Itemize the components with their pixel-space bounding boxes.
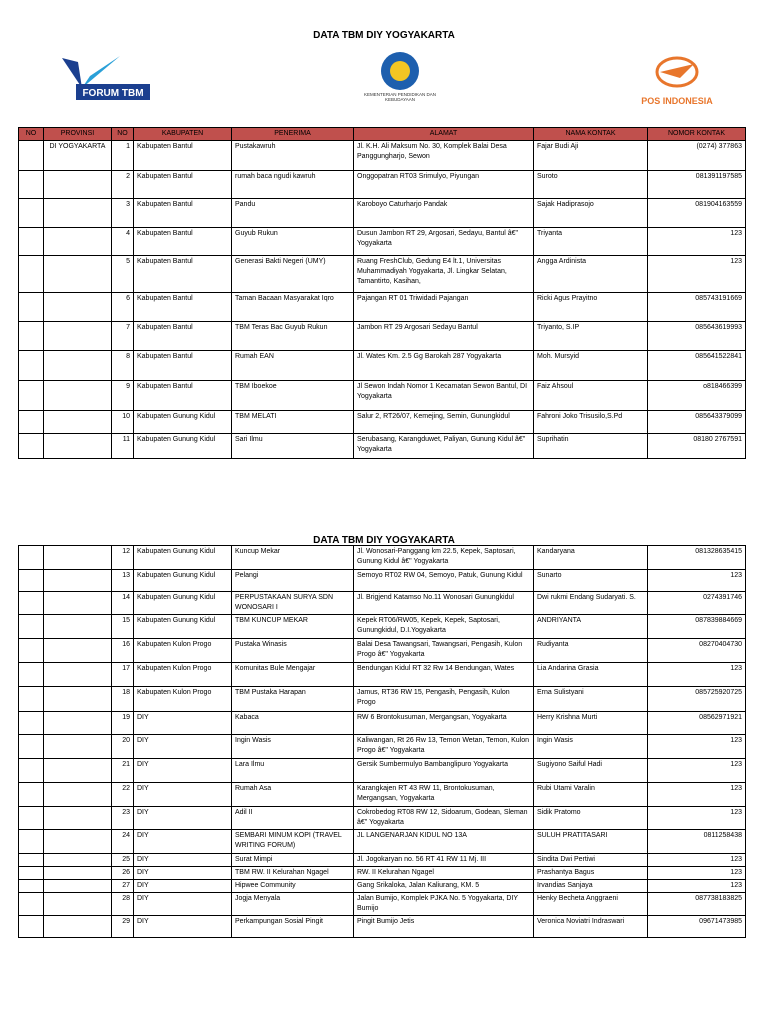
table-row (19, 322, 746, 351)
cell-provinsi (44, 916, 112, 938)
cell-no-outer (19, 880, 44, 893)
cell-kabupaten: Kabupaten Kulon Progo (134, 687, 232, 712)
cell-nomor-kontak: 123 (648, 570, 746, 592)
cell-kabupaten: Kabupaten Bantul (134, 199, 232, 228)
cell-penerima: Pustaka Winasis (232, 639, 354, 663)
cell-alamat: Jl. Brigjend Katamso No.11 Wonosari Gunungkidul (354, 592, 534, 615)
cell-no-outer (19, 639, 44, 663)
cell-nama-kontak: Sajak Hadiprasojo (534, 199, 648, 228)
cell-provinsi (44, 867, 112, 880)
cell-no: 22 (112, 783, 134, 807)
cell-alamat: Jl Sewon Indah Nomor 1 Kecamatan Sewon Bantul, DI Yogyakarta (354, 381, 534, 411)
table-row (19, 256, 746, 293)
cell-kabupaten: Kabupaten Bantul (134, 381, 232, 411)
cell-no-outer (19, 141, 44, 171)
table-row (19, 916, 746, 938)
cell-nama-kontak: ANDRIYANTA (534, 615, 648, 639)
cell-alamat: Semoyo RT02 RW 04, Semoyo, Patuk, Gunung Kidul (354, 570, 534, 592)
col-kabupaten: KABUPATEN (134, 128, 232, 141)
table-row (19, 411, 746, 434)
cell-nama-kontak: Veronica Noviatri Indraswari (534, 916, 648, 938)
cell-no: 28 (112, 893, 134, 916)
cell-provinsi (44, 735, 112, 759)
col-nomor-kontak: NOMOR KONTAK (648, 128, 746, 141)
cell-no: 4 (112, 228, 134, 256)
cell-no-outer (19, 256, 44, 293)
cell-nama-kontak: Irvandias Sanjaya (534, 880, 648, 893)
cell-no-outer (19, 735, 44, 759)
cell-nomor-kontak: 08562971921 (648, 712, 746, 735)
cell-kabupaten: Kabupaten Bantul (134, 322, 232, 351)
table-row (19, 141, 746, 171)
cell-alamat: Salur 2, RT26/07, Kemejing, Semin, Gunungkidul (354, 411, 534, 434)
cell-nama-kontak: Sunarto (534, 570, 648, 592)
cell-provinsi (44, 293, 112, 322)
table-row (19, 854, 746, 867)
cell-penerima: Lara Ilmu (232, 759, 354, 783)
cell-kabupaten: DIY (134, 807, 232, 830)
cell-penerima: Sari Ilmu (232, 434, 354, 459)
cell-no: 14 (112, 592, 134, 615)
cell-nomor-kontak: 085643619993 (648, 322, 746, 351)
cell-kabupaten: Kabupaten Bantul (134, 141, 232, 171)
cell-provinsi (44, 199, 112, 228)
cell-nomor-kontak: 085641522841 (648, 351, 746, 381)
cell-nomor-kontak: 123 (648, 880, 746, 893)
cell-nomor-kontak: 085643379099 (648, 411, 746, 434)
cell-kabupaten: DIY (134, 916, 232, 938)
cell-nomor-kontak: 0274391746 (648, 592, 746, 615)
cell-penerima: SEMBARI MINUM KOPI (TRAVEL WRITING FORUM) (232, 830, 354, 854)
table-row (19, 893, 746, 916)
cell-kabupaten: DIY (134, 867, 232, 880)
table-row (19, 615, 746, 639)
table-row (19, 639, 746, 663)
cell-alamat: RW 6 Brontokusuman, Mergangsan, Yogyakarta (354, 712, 534, 735)
cell-penerima: Adil II (232, 807, 354, 830)
cell-no: 21 (112, 759, 134, 783)
cell-nama-kontak: Sidik Pratomo (534, 807, 648, 830)
cell-nama-kontak: Sindita Dwi Pertiwi (534, 854, 648, 867)
cell-provinsi (44, 615, 112, 639)
cell-no: 11 (112, 434, 134, 459)
table-header-row (19, 128, 746, 141)
cell-alamat: Karoboyo Caturharjo Pandak (354, 199, 534, 228)
cell-provinsi (44, 322, 112, 351)
cell-no: 10 (112, 411, 134, 434)
cell-penerima: Ingin Wasis (232, 735, 354, 759)
cell-alamat: Dusun Jambon RT 29, Argosari, Sedayu, Bantul â€" Yogyakarta (354, 228, 534, 256)
cell-provinsi (44, 854, 112, 867)
cell-no: 23 (112, 807, 134, 830)
cell-kabupaten: Kabupaten Gunung Kidul (134, 570, 232, 592)
cell-penerima: PERPUSTAKAAN SURYA SDN WONOSARI I (232, 592, 354, 615)
cell-kabupaten: DIY (134, 712, 232, 735)
cell-no: 8 (112, 351, 134, 381)
cell-no: 13 (112, 570, 134, 592)
cell-nomor-kontak: 087839884669 (648, 615, 746, 639)
tut-wuri-seal-icon (381, 52, 419, 90)
cell-alamat: Jl. K.H. Ali Maksum No. 30, Komplek Balai Desa Panggungharjo, Sewon (354, 141, 534, 171)
cell-nama-kontak: Angga Ardinista (534, 256, 648, 293)
cell-kabupaten: Kabupaten Bantul (134, 256, 232, 293)
cell-penerima: Surat Mimpi (232, 854, 354, 867)
cell-nomor-kontak: 085725920725 (648, 687, 746, 712)
cell-alamat: Jl. Wonosari-Panggang km 22.5, Kepek, Saptosari, Gunung Kidul â€" Yogyakarta (354, 546, 534, 570)
cell-nama-kontak: Triyanta (534, 228, 648, 256)
cell-penerima: Pustakawruh (232, 141, 354, 171)
cell-kabupaten: DIY (134, 759, 232, 783)
table-row (19, 687, 746, 712)
cell-nama-kontak: Henky Becheta Anggraeni (534, 893, 648, 916)
pos-indonesia-logo (632, 54, 722, 110)
table-row (19, 663, 746, 687)
cell-alamat: Ruang FreshClub, Gedung E4 lt.1, Universitas Muhammadiyah Yogyakarta, Jl. Lingkar Selatan, Tamantirto, Kasihan, (354, 256, 534, 293)
cell-provinsi (44, 411, 112, 434)
cell-nama-kontak: Kandaryana (534, 546, 648, 570)
cell-no: 19 (112, 712, 134, 735)
cell-nama-kontak: Erna Sulistyani (534, 687, 648, 712)
cell-penerima: Pandu (232, 199, 354, 228)
col-no: NO (19, 128, 44, 141)
table-row (19, 592, 746, 615)
table-row (19, 434, 746, 459)
cell-kabupaten: Kabupaten Bantul (134, 351, 232, 381)
cell-nama-kontak: Fahroni Joko Trisusilo,S.Pd (534, 411, 648, 434)
cell-nomor-kontak: 081904163559 (648, 199, 746, 228)
cell-kabupaten: DIY (134, 893, 232, 916)
cell-nama-kontak: Ingin Wasis (534, 735, 648, 759)
cell-provinsi (44, 783, 112, 807)
cell-no-outer (19, 381, 44, 411)
cell-nama-kontak: Suprihatin (534, 434, 648, 459)
cell-provinsi (44, 759, 112, 783)
cell-kabupaten: Kabupaten Bantul (134, 293, 232, 322)
cell-nomor-kontak: 08180 2767591 (648, 434, 746, 459)
cell-no: 5 (112, 256, 134, 293)
cell-no-outer (19, 199, 44, 228)
table-row (19, 807, 746, 830)
cell-nama-kontak: Suroto (534, 171, 648, 199)
cell-provinsi (44, 687, 112, 712)
cell-no-outer (19, 807, 44, 830)
svg-text:FORUM TBM: FORUM TBM (82, 88, 144, 99)
cell-no: 16 (112, 639, 134, 663)
cell-no-outer (19, 615, 44, 639)
cell-nomor-kontak: 09671473985 (648, 916, 746, 938)
cell-penerima: TBM KUNCUP MEKAR (232, 615, 354, 639)
col-penerima: PENERIMA (232, 128, 354, 141)
cell-alamat: Onggopatran RT03 Srimulyo, Piyungan (354, 171, 534, 199)
cell-alamat: Cokrobedog RT08 RW 12, Sidoarum, Godean, Sleman â€" Yogyakarta (354, 807, 534, 830)
forum-tbm-logo (60, 54, 160, 110)
cell-provinsi (44, 171, 112, 199)
cell-alamat: Jl. Jogokaryan no. 56 RT 41 RW 11 Mj. III (354, 854, 534, 867)
cell-no: 27 (112, 880, 134, 893)
cell-no: 15 (112, 615, 134, 639)
cell-kabupaten: Kabupaten Kulon Progo (134, 639, 232, 663)
cell-nomor-kontak: (0274) 377863 (648, 141, 746, 171)
cell-nomor-kontak: 08270404730 (648, 639, 746, 663)
cell-penerima: Rumah EAN (232, 351, 354, 381)
cell-no-outer (19, 663, 44, 687)
cell-provinsi (44, 893, 112, 916)
cell-no-outer (19, 759, 44, 783)
cell-penerima: Generasi Bakti Negeri (UMY) (232, 256, 354, 293)
cell-nama-kontak: Moh. Mursyid (534, 351, 648, 381)
cell-no-outer (19, 351, 44, 381)
cell-no-outer (19, 893, 44, 916)
cell-nama-kontak: Lia Andarina Grasia (534, 663, 648, 687)
cell-nomor-kontak: 123 (648, 867, 746, 880)
cell-nama-kontak: Ricki Agus Prayitno (534, 293, 648, 322)
cell-provinsi (44, 228, 112, 256)
cell-no-outer (19, 830, 44, 854)
cell-alamat: Jambon RT 29 Argosari Sedayu Bantul (354, 322, 534, 351)
cell-nama-kontak: Rudiyanta (534, 639, 648, 663)
tbm-table-page-2 (18, 545, 746, 938)
cell-no: 29 (112, 916, 134, 938)
cell-nomor-kontak: 123 (648, 783, 746, 807)
cell-nomor-kontak: 081328635415 (648, 546, 746, 570)
cell-penerima: Taman Bacaan Masyarakat Iqro (232, 293, 354, 322)
table-row (19, 880, 746, 893)
cell-provinsi (44, 663, 112, 687)
cell-no-outer (19, 293, 44, 322)
page-title-1: DATA TBM DIY YOGYAKARTA (313, 30, 455, 41)
cell-no-outer (19, 171, 44, 199)
cell-provinsi (44, 546, 112, 570)
cell-no: 3 (112, 199, 134, 228)
cell-no-outer (19, 546, 44, 570)
cell-nomor-kontak: 081391197585 (648, 171, 746, 199)
cell-nama-kontak: Faiz Ahsoul (534, 381, 648, 411)
cell-kabupaten: Kabupaten Gunung Kidul (134, 411, 232, 434)
cell-provinsi (44, 570, 112, 592)
cell-provinsi (44, 256, 112, 293)
cell-penerima: Komunitas Bule Mengajar (232, 663, 354, 687)
cell-nama-kontak: Fajar Budi Aji (534, 141, 648, 171)
cell-kabupaten: Kabupaten Bantul (134, 228, 232, 256)
tbm-table-page-1 (18, 127, 746, 459)
table-row (19, 546, 746, 570)
cell-no-outer (19, 916, 44, 938)
cell-alamat: Gersik Sumbermulyo Bambanglipuro Yogyakarta (354, 759, 534, 783)
cell-penerima: TBM Iboekoe (232, 381, 354, 411)
cell-kabupaten: Kabupaten Gunung Kidul (134, 615, 232, 639)
cell-nomor-kontak: 123 (648, 228, 746, 256)
cell-alamat: Pingit Bumijo Jetis (354, 916, 534, 938)
cell-no-outer (19, 783, 44, 807)
cell-provinsi (44, 712, 112, 735)
cell-no-outer (19, 712, 44, 735)
table-row (19, 735, 746, 759)
cell-nomor-kontak: 123 (648, 256, 746, 293)
cell-nama-kontak: Sugiyono Saiful Hadi (534, 759, 648, 783)
cell-no: 20 (112, 735, 134, 759)
cell-penerima: Kabaca (232, 712, 354, 735)
cell-kabupaten: Kabupaten Gunung Kidul (134, 592, 232, 615)
cell-no-outer (19, 867, 44, 880)
table-row (19, 199, 746, 228)
cell-kabupaten: DIY (134, 830, 232, 854)
cell-penerima: Rumah Asa (232, 783, 354, 807)
table-row (19, 783, 746, 807)
cell-penerima: Pelangi (232, 570, 354, 592)
cell-no-outer (19, 322, 44, 351)
cell-no: 6 (112, 293, 134, 322)
cell-nama-kontak: Dwi rukmi Endang Sudaryati. S. (534, 592, 648, 615)
table-row (19, 293, 746, 322)
table-row (19, 570, 746, 592)
cell-no-outer (19, 592, 44, 615)
cell-no: 25 (112, 854, 134, 867)
cell-penerima: rumah baca ngudi kawruh (232, 171, 354, 199)
table-row (19, 381, 746, 411)
cell-no: 12 (112, 546, 134, 570)
cell-kabupaten: DIY (134, 735, 232, 759)
cell-provinsi (44, 434, 112, 459)
table-row (19, 712, 746, 735)
cell-no: 9 (112, 381, 134, 411)
cell-kabupaten: DIY (134, 783, 232, 807)
cell-alamat: Bendungan Kidul RT 32 Rw 14 Bendungan, Wates (354, 663, 534, 687)
cell-alamat: Pajangan RT 01 Triwidadi Pajangan (354, 293, 534, 322)
cell-no: 26 (112, 867, 134, 880)
cell-nama-kontak: Triyanto, S.IP (534, 322, 648, 351)
cell-nomor-kontak: 123 (648, 807, 746, 830)
cell-nomor-kontak: 085743191669 (648, 293, 746, 322)
cell-penerima: TBM RW. II Kelurahan Ngagel (232, 867, 354, 880)
cell-no: 2 (112, 171, 134, 199)
cell-no: 7 (112, 322, 134, 351)
cell-alamat: Jamus, RT36 RW 15, Pengasih, Pengasih, Kulon Progo (354, 687, 534, 712)
cell-provinsi (44, 351, 112, 381)
cell-nomor-kontak: 0811258438 (648, 830, 746, 854)
cell-provinsi (44, 807, 112, 830)
col-alamat: ALAMAT (354, 128, 534, 141)
cell-nomor-kontak: 087738183825 (648, 893, 746, 916)
cell-provinsi (44, 639, 112, 663)
table-row (19, 867, 746, 880)
cell-kabupaten: DIY (134, 880, 232, 893)
cell-alamat: Jl. Wates Km. 2.5 Gg Barokah 287 Yogyakarta (354, 351, 534, 381)
cell-provinsi (44, 880, 112, 893)
page-title-2: DATA TBM DIY YOGYAKARTA (313, 535, 455, 546)
cell-nomor-kontak: 123 (648, 663, 746, 687)
cell-alamat: Kaliwangan, Rt 26 Rw 13, Temon Wetan, Temon, Kulon Progo â€" Yogyakarta (354, 735, 534, 759)
cell-no: 1 (112, 141, 134, 171)
table-row (19, 830, 746, 854)
cell-alamat: RW. II Kelurahan Ngagel (354, 867, 534, 880)
cell-alamat: Jalan Bumijo, Komplek PJKA No. 5 Yogyakarta, DIY Bumijo (354, 893, 534, 916)
col-nama-kontak: NAMA KONTAK (534, 128, 648, 141)
cell-no-outer (19, 570, 44, 592)
cell-no: 24 (112, 830, 134, 854)
col-no-2: NO (112, 128, 134, 141)
cell-nama-kontak: SULUH PRATITASARI (534, 830, 648, 854)
cell-penerima: Kuncup Mekar (232, 546, 354, 570)
cell-no-outer (19, 228, 44, 256)
cell-no-outer (19, 687, 44, 712)
svg-text:POS INDONESIA: POS INDONESIA (641, 96, 713, 106)
cell-no: 18 (112, 687, 134, 712)
cell-no: 17 (112, 663, 134, 687)
cell-alamat: Gang Srikaloka, Jalan Kaliurang, KM. 5 (354, 880, 534, 893)
cell-alamat: Serubasang, Karangduwet, Paliyan, Gunung Kidul â€" Yogyakarta (354, 434, 534, 459)
cell-penerima: TBM Pustaka Harapan (232, 687, 354, 712)
cell-no-outer (19, 434, 44, 459)
cell-penerima: Jogja Menyala (232, 893, 354, 916)
cell-no-outer (19, 411, 44, 434)
cell-kabupaten: Kabupaten Gunung Kidul (134, 546, 232, 570)
cell-alamat: Karangkajen RT 43 RW 11, Brontokusuman, Mergangsan, Yogyakarta (354, 783, 534, 807)
cell-provinsi: DI YOGYAKARTA (44, 141, 112, 171)
cell-nama-kontak: Rubi Utami Varalin (534, 783, 648, 807)
cell-kabupaten: DIY (134, 854, 232, 867)
table-row (19, 759, 746, 783)
cell-nama-kontak: Herry Krishna Murti (534, 712, 648, 735)
cell-penerima: Perkampungan Sosial Pingit (232, 916, 354, 938)
cell-alamat: Balai Desa Tawangsari, Tawangsari, Pengasih, Kulon Progo â€" Yogyakarta (354, 639, 534, 663)
table-row (19, 351, 746, 381)
cell-penerima: TBM Teras Bac Guyub Rukun (232, 322, 354, 351)
cell-penerima: TBM MELATI (232, 411, 354, 434)
cell-provinsi (44, 592, 112, 615)
table-row (19, 228, 746, 256)
table-row (19, 171, 746, 199)
cell-nomor-kontak: 123 (648, 735, 746, 759)
cell-kabupaten: Kabupaten Bantul (134, 171, 232, 199)
cell-nomor-kontak: 123 (648, 854, 746, 867)
cell-provinsi (44, 830, 112, 854)
cell-penerima: Hipwee Community (232, 880, 354, 893)
cell-nomor-kontak: o818466399 (648, 381, 746, 411)
cell-kabupaten: Kabupaten Gunung Kidul (134, 434, 232, 459)
cell-nama-kontak: Prashantya Bagus (534, 867, 648, 880)
cell-kabupaten: Kabupaten Kulon Progo (134, 663, 232, 687)
cell-nomor-kontak: 123 (648, 759, 746, 783)
cell-penerima: Guyub Rukun (232, 228, 354, 256)
kemendikbud-logo: KEMENTERIAN PENDIDIKAN DAN KEBUDAYAAN (360, 52, 440, 114)
col-provinsi: PROVINSI (44, 128, 112, 141)
cell-alamat: JL LANGENARJAN KIDUL NO 13A (354, 830, 534, 854)
cell-no-outer (19, 854, 44, 867)
cell-provinsi (44, 381, 112, 411)
cell-alamat: Kepek RT06/RW05, Kepek, Kepek, Saptosari, Gunungkidul, D.I.Yogyakarta (354, 615, 534, 639)
